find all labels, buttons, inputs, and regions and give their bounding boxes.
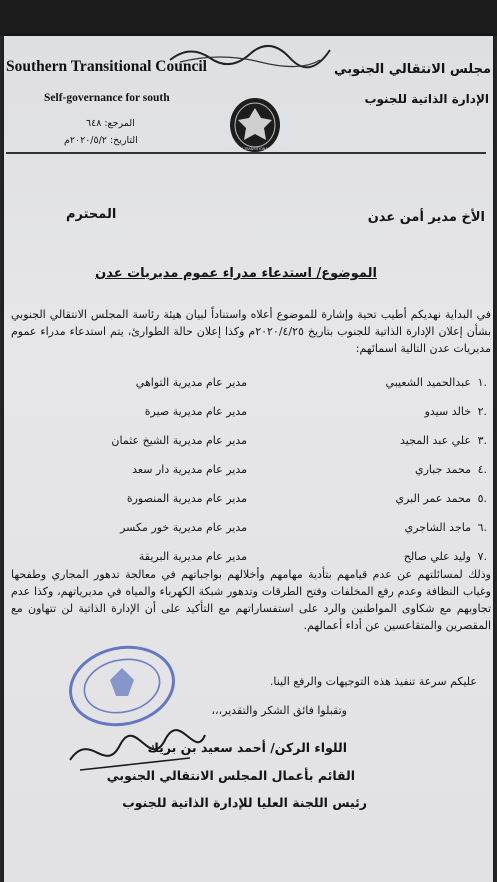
seal-text: SOUTHERN TRANSITIONAL COUNCIL	[223, 147, 287, 151]
top-strip	[0, 0, 497, 36]
official-name: ماجد الشاجري	[404, 521, 471, 534]
salutation-respect: المحترم	[66, 207, 117, 222]
official-name: محمد عمر البري	[395, 492, 471, 505]
item-number: .١	[477, 376, 487, 389]
list-item	[17, 492, 487, 521]
official-title: مدير عام مديرية التواهي	[135, 376, 247, 389]
addressee: الأخ مدير أمن عدن	[367, 210, 485, 225]
header-divider	[6, 152, 486, 154]
item-number: .٢	[477, 405, 487, 418]
org-subtitle-en: Self-governance for south	[44, 92, 170, 104]
official-title: مدير عام مديرية المنصورة	[126, 492, 247, 505]
signatory-name: اللواء الركن/ أحمد سعيد بن بريك	[147, 740, 347, 755]
calligraphy-header-icon	[150, 40, 350, 68]
letter-date: التاريخ: ٢٠٢٠/٥/٢م	[64, 135, 138, 146]
official-title: مدير عام مديرية البريقة	[138, 550, 247, 563]
item-number: .٤	[477, 463, 487, 476]
list-item	[17, 521, 487, 550]
official-name: محمد جباري	[414, 463, 471, 476]
closing-regards: وتقبلوا فائق الشكر والتقدير،،،	[211, 704, 347, 717]
official-name: وليد علي صالح	[403, 550, 471, 563]
council-seal-icon	[223, 96, 287, 154]
official-title: مدير عام مديرية الشيخ عثمان	[111, 434, 247, 447]
letter-subject: الموضوع/ استدعاء مدراء عموم مديريات عدن	[95, 266, 377, 281]
official-title: مدير عام مديرية صيرة	[144, 405, 247, 418]
item-number: .٦	[477, 521, 487, 534]
list-item	[17, 463, 487, 492]
officials-list	[17, 376, 487, 579]
official-title: مدير عام مديرية خور مكسر	[120, 521, 247, 534]
item-number: .٣	[477, 434, 487, 447]
item-number: .٧	[477, 550, 487, 563]
closing-instruction: عليكم سرعة تنفيذ هذه التوجيهات والرفع الينا.	[269, 675, 477, 688]
signatory-role-1: القائم بأعمال المجلس الانتقالي الجنوبي	[106, 768, 355, 783]
official-name: خالد سيدو	[424, 405, 471, 418]
org-name-ar: مجلس الانتقالي الجنوبي	[334, 62, 491, 77]
list-item	[17, 376, 487, 405]
org-subtitle-ar: الإدارة الذاتية للجنوب	[364, 92, 489, 106]
official-name: علي عبد المجيد	[400, 434, 471, 447]
org-name-en: Southern Transitional Council	[6, 58, 207, 75]
intro-paragraph: في البداية نهديكم أطيب تحية وإشارة للموضوع أعلاه واستناداً لبيان هيئة رئاسة المجلس الانتقالي الجنوبي بشأن إعلان الإدارة الذاتية للجنوب بتاريخ ٢٠٢٠/٤/٢٥م وكذا إعلان حالة الطوارئ، يتم استدعاء مدراء عموم مديريات عدن التالية اسمائهم:	[11, 308, 491, 355]
reference-number: المرجع: ٦٤٨	[86, 118, 135, 129]
official-name: عبدالحميد الشعيبي	[385, 376, 471, 389]
reason-paragraph: وذلك لمسائلتهم عن عدم قيامهم بتأدية مهامهم وأخلالهم بواجباتهم في معالجة تدهور المجاري وطفحها وغياب النظافة وعدم رفع المخلفات وفتح الطرقات وتدهور شبكة الكهرباء والمياه في مديرياتهم، وكذا عدم تجاوبهم مع شكاوى المواطنين والرد على استفساراتهم مع التأكيد على أن الإدارة الذاتية لن تتهاون مع المقصرين والمتقاعسين عن أداء أعمالهم.	[11, 568, 491, 632]
list-item	[17, 434, 487, 463]
signatory-role-2: رئيس اللجنة العليا للإدارة الذاتية للجنوب	[122, 795, 367, 810]
item-number: .٥	[477, 492, 487, 505]
official-title: مدير عام مديرية دار سعد	[132, 463, 247, 476]
list-item	[17, 405, 487, 434]
